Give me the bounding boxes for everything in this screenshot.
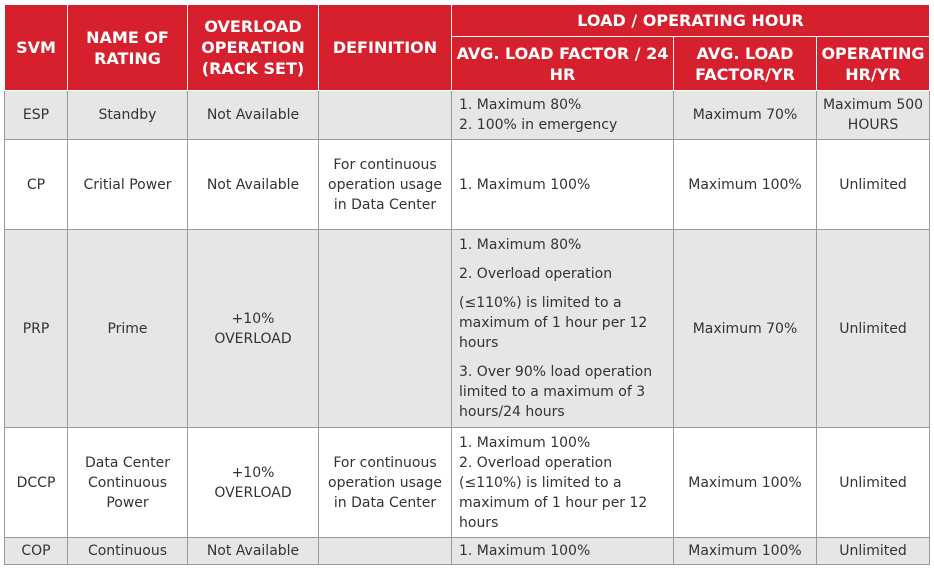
table-row [5,538,930,565]
operating-hours-cell: Maximum 500 HOURS [817,91,930,140]
svm-cell: CP [5,140,68,230]
header-definition: DEFINITION [319,5,452,91]
load-line: 1. Maximum 100% [459,176,591,193]
svm-cell: PRP [5,230,68,428]
load-factor-24hr-cell [452,230,674,428]
header-avg-load-24hr: AVG. LOAD FACTOR / 24 HR [452,37,674,91]
load-factor-yr-cell: Maximum 100% [674,428,817,538]
load-line: 1. Maximum 100% [459,543,591,559]
overload-cell: +10% OVERLOAD [188,428,319,538]
load-line: 3. Over 90% load operation limited to a maximum of 3 hours/24 hours [459,364,653,420]
header-name-of-rating: NAME OF RATING [68,5,188,91]
definition-cell [319,230,452,428]
overload-cell: +10% OVERLOAD [188,230,319,428]
rating-name-cell: Data Center Continuous Power [68,428,188,538]
header-operating-hr-yr: OPERATING HR/YR [817,37,930,91]
load-factor-24hr-cell [452,428,674,538]
load-factor-24hr-cell [452,538,674,565]
definition-cell: For continuous operation usage in Data Center [319,428,452,538]
rating-name-cell: Continuous [68,538,188,565]
svm-cell: ESP [5,91,68,140]
table-row [5,140,930,230]
svm-cell: COP [5,538,68,565]
load-line: 1. Maximum 100% [459,434,591,451]
operating-hours-cell: Unlimited [817,538,930,565]
table-row [5,230,930,428]
load-factor-yr-cell: Maximum 100% [674,538,817,565]
header-avg-load-yr: AVG. LOAD FACTOR/YR [674,37,817,91]
load-line: (≤110%) is limited to a maximum of 1 hour per 12 hours [459,295,648,351]
load-factor-yr-cell: Maximum 100% [674,140,817,230]
rating-name-cell: Standby [68,91,188,140]
header-svm: SVM [5,5,68,91]
definition-cell [319,538,452,565]
svm-cell: DCCP [5,428,68,538]
overload-cell: Not Available [188,538,319,565]
rating-name-cell: Critial Power [68,140,188,230]
header-load-operating-hour: LOAD / OPERATING HOUR [452,5,930,37]
load-line: 2. Overload operation (≤110%) is limited to a maximum of 1 hour per 12 hours [459,454,648,531]
load-factor-yr-cell: Maximum 70% [674,91,817,140]
load-line: 1. Maximum 80% [459,237,582,253]
header-overload-operation: OVERLOAD OPERATION (RACK SET) [188,5,319,91]
load-factor-yr-cell: Maximum 70% [674,230,817,428]
table-row [5,91,930,140]
overload-cell: Not Available [188,140,319,230]
rating-table [4,4,930,565]
definition-cell [319,91,452,140]
load-factor-24hr-cell [452,140,674,230]
load-line: 2. 100% in emergency [459,117,618,133]
load-factor-24hr-cell [452,91,674,140]
load-line: 2. Overload operation [459,266,613,282]
table-row [5,428,930,538]
operating-hours-cell: Unlimited [817,230,930,428]
overload-cell: Not Available [188,91,319,140]
definition-cell: For continuous operation usage in Data Center [319,140,452,230]
operating-hours-cell: Unlimited [817,428,930,538]
rating-name-cell: Prime [68,230,188,428]
load-line: 1. Maximum 80% [459,97,582,113]
operating-hours-cell: Unlimited [817,140,930,230]
